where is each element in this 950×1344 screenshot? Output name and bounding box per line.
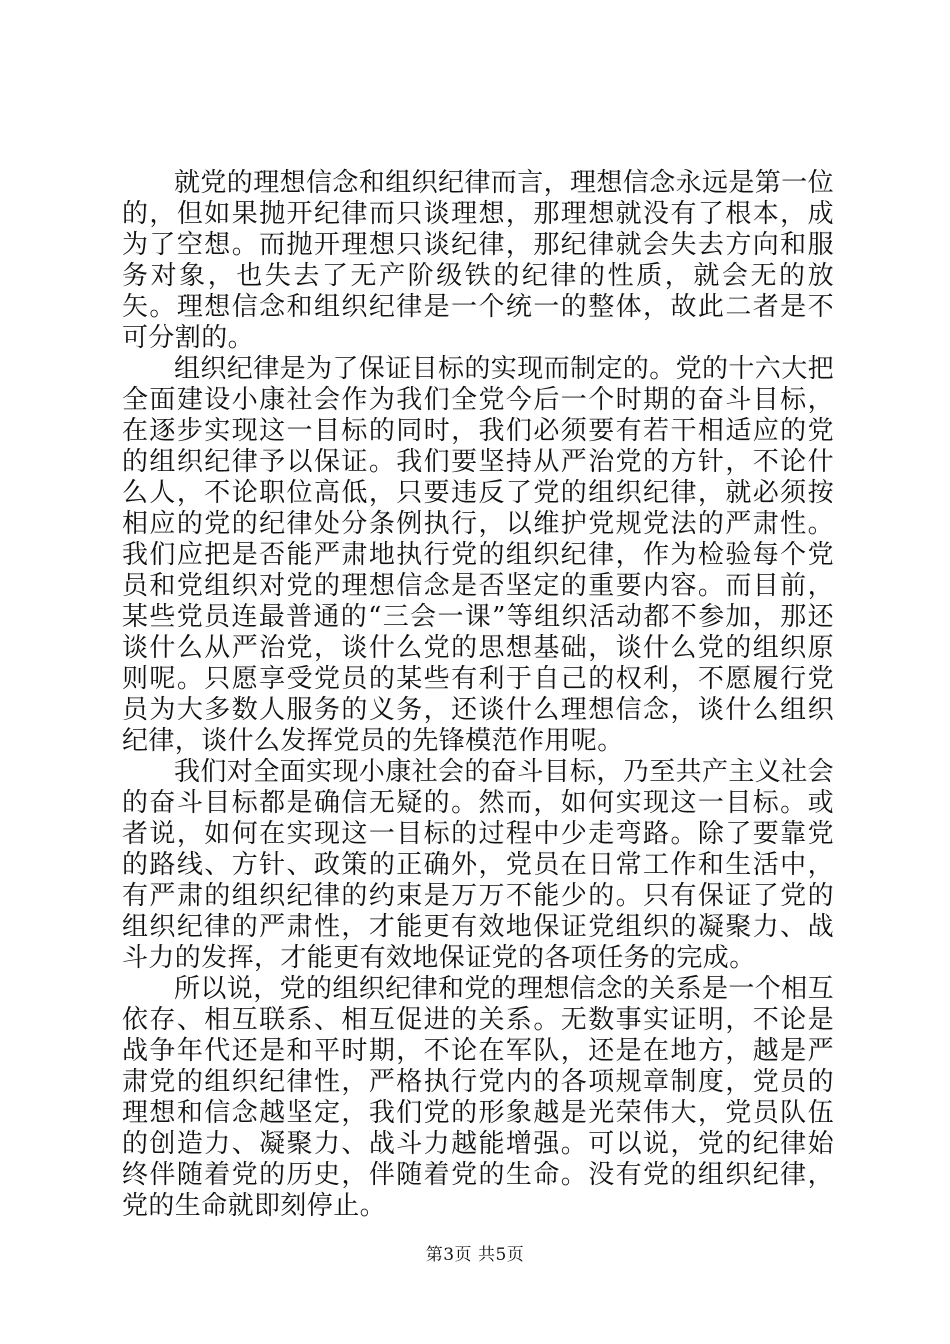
page-number-footer: 第3页 共5页: [425, 1245, 525, 1265]
paragraph-1: 就党的理想信念和组织纪律而言，理想信念永远是第一位的，但如果抛开纪律而只谈理想，那理想就没有了根本，成为了空想。而抛开理想只谈纪律，那纪律就会失去方向和服务对象，也失去了无产阶级铁的纪律的性质，就会无的放矢。理想信念和组织纪律是一个统一的整体，故此二者是不可分割的。: [122, 168, 835, 353]
paragraph-2: 组织纪律是为了保证目标的实现而制定的。党的十六大把全面建设小康社会作为我们全党今后一个时期的奋斗目标，在逐步实现这一目标的同时，我们必须要有若干相适应的党的组织纪律予以保证。我们要坚持从严治党的方针，不论什么人，不论职位高低，只要违反了党的组织纪律，就必须按相应的党的纪律处分条例执行，以维护党规党法的严肃性。我们应把是否能严肃地执行党的组织纪律，作为检验每个党员和党组织对党的理想信念是否坚定的重要内容。而目前，某些党员连最普通的“三会一课”等组织活动都不参加，那还谈什么从严治党，谈什么党的思想基础，谈什么党的组织原则呢。只愿享受党员的某些有利于自己的权利，不愿履行党员为大多数人服务的义务，还谈什么理想信念，谈什么组织纪律，谈什么发挥党员的先锋模范作用呢。: [122, 354, 835, 756]
document-body: [122, 168, 834, 1222]
paragraph-4: 所以说，党的组织纪律和党的理想信念的关系是一个相互依存、相互联系、相互促进的关系。无数事实证明，不论是战争年代还是和平时期，不论在军队，还是在地方，越是严肃党的组织纪律性，严格执行党内的各项规章制度，党员的理想和信念越坚定，我们党的形象越是光荣伟大，党员队伍的创造力、凝聚力、战斗力越能增强。可以说，党的纪律始终伴随着党的历史，伴随着党的生命。没有党的组织纪律，党的生命就即刻停止。: [122, 974, 835, 1221]
paragraph-3: 我们对全面实现小康社会的奋斗目标，乃至共产主义社会的奋斗目标都是确信无疑的。然而，如何实现这一目标。或者说，如何在实现这一目标的过程中少走弯路。除了要靠党的路线、方针、政策的正确外，党员在日常工作和生活中，有严肃的组织纪律的约束是万万不能少的。只有保证了党的组织纪律的严肃性，才能更有效地保证党组织的凝聚力、战斗力的发挥，才能更有效地保证党的各项任务的完成。: [122, 757, 835, 973]
